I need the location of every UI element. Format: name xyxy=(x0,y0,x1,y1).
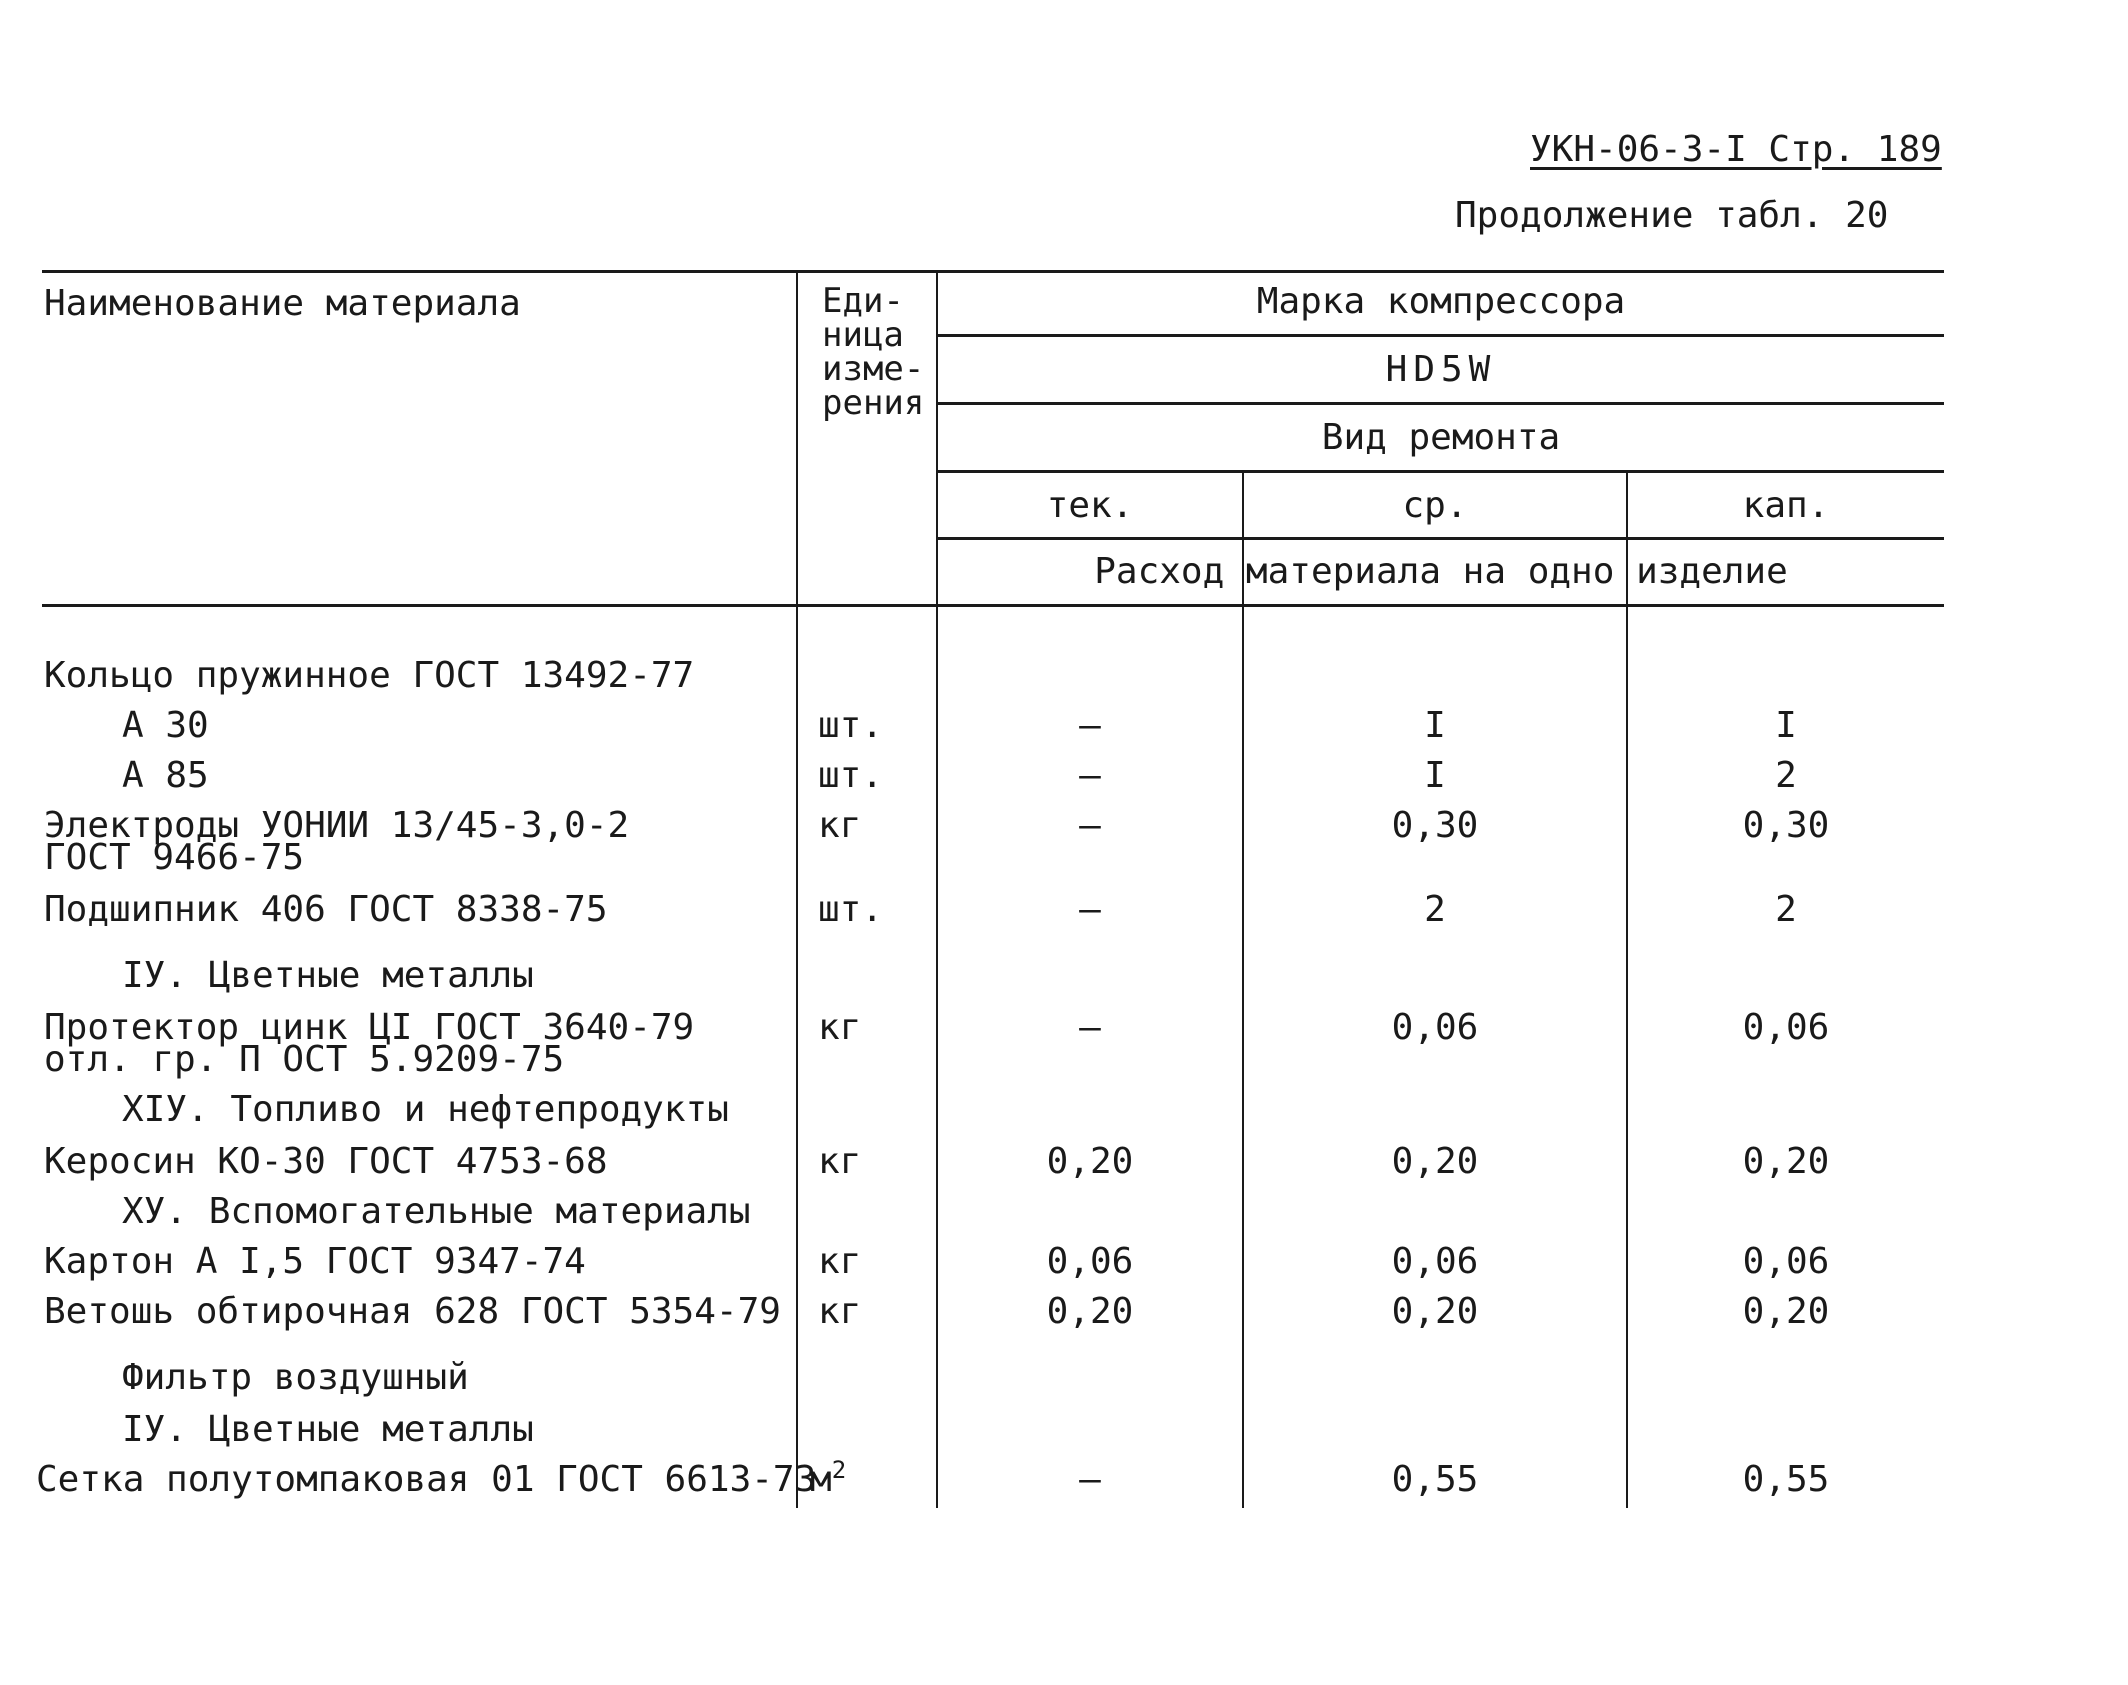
row-name: Электроды УОНИИ 13/45-3,0-2 xyxy=(44,805,630,846)
column-header-material-name: Наименование материала xyxy=(44,283,521,324)
row-unit: шт. xyxy=(818,705,884,746)
column-divider-name xyxy=(796,270,798,1508)
row-value-tek: – xyxy=(1079,1007,1101,1048)
repair-type-tek: тек. xyxy=(1046,485,1134,526)
repair-type-sr: ср. xyxy=(1402,485,1468,526)
row-value-tek: – xyxy=(1079,755,1101,796)
row-value-tek: – xyxy=(1079,1459,1101,1500)
unit-exponent: 2 xyxy=(831,1456,847,1484)
table-continuation-caption: Продолжение табл. 20 xyxy=(1455,195,1889,236)
row-unit: кг xyxy=(818,805,862,846)
column-divider-tek xyxy=(1242,470,1244,1508)
row-name-continuation: отл. гр. П ОСТ 5.9209-75 xyxy=(44,1039,565,1080)
subassembly-heading: Фильтр воздушный xyxy=(122,1357,469,1398)
unit-base: м xyxy=(810,1459,832,1500)
compressor-model: HD5W xyxy=(1385,349,1497,390)
row-value-sr: 2 xyxy=(1424,889,1446,930)
row-name-continuation: ГОСТ 9466-75 xyxy=(44,837,305,878)
repair-type-header: Вид ремонта xyxy=(1321,417,1561,458)
row-unit: кг xyxy=(818,1007,862,1048)
row-value-kap: 2 xyxy=(1775,755,1797,796)
column-header-unit-4: рения xyxy=(822,383,925,423)
row-value-tek: 0,06 xyxy=(1046,1241,1134,1282)
header-rule-model xyxy=(938,402,1944,405)
row-value-sr: I xyxy=(1424,755,1446,796)
column-header-unit-1: Еди- xyxy=(822,281,904,321)
row-value-tek: – xyxy=(1079,705,1101,746)
row-name: Подшипник 406 ГОСТ 8338-75 xyxy=(44,889,608,930)
row-value-sr: 0,20 xyxy=(1391,1141,1479,1182)
consumption-header: Расход материала на одно изделие xyxy=(1094,551,1788,592)
row-name: Картон А I,5 ГОСТ 9347-74 xyxy=(44,1241,586,1282)
row-ring-spring-title: Кольцо пружинное ГОСТ 13492-77 xyxy=(44,655,695,696)
column-header-unit-2: ница xyxy=(822,315,904,355)
row-value-tek: – xyxy=(1079,805,1101,846)
row-unit: шт. xyxy=(818,755,884,796)
row-value-tek: 0,20 xyxy=(1046,1141,1134,1182)
row-value-kap: 2 xyxy=(1775,889,1797,930)
row-unit: кг xyxy=(818,1291,862,1332)
row-value-tek: 0,20 xyxy=(1046,1291,1134,1332)
row-name: Протектор цинк ЦI ГОСТ 3640-79 xyxy=(44,1007,695,1048)
row-unit: шт. xyxy=(818,889,884,930)
row-name: Сетка полутомпаковая 01 ГОСТ 6613-73 xyxy=(36,1459,817,1500)
row-value-kap: 0,20 xyxy=(1742,1291,1830,1332)
section-heading: IУ. Цветные металлы xyxy=(122,955,534,996)
section-heading: ХУ. Вспомогательные материалы xyxy=(122,1191,751,1232)
row-unit xyxy=(810,1456,847,1500)
table-header-bottom-rule xyxy=(42,604,1944,607)
row-value-kap: 0,30 xyxy=(1742,805,1830,846)
compressor-brand-header: Марка компрессора xyxy=(1256,281,1626,322)
row-value-tek: – xyxy=(1079,889,1101,930)
row-value-kap: 0,06 xyxy=(1742,1241,1830,1282)
table-top-rule xyxy=(42,270,1944,273)
row-name: А 30 xyxy=(122,705,209,746)
section-heading: XIУ. Топливо и нефтепродукты xyxy=(122,1089,729,1130)
repair-type-kap: кап. xyxy=(1742,485,1830,526)
row-value-kap: 0,55 xyxy=(1742,1459,1830,1500)
header-rule-brand xyxy=(938,334,1944,337)
row-value-sr: 0,30 xyxy=(1391,805,1479,846)
row-value-sr: 0,20 xyxy=(1391,1291,1479,1332)
row-value-kap: 0,06 xyxy=(1742,1007,1830,1048)
section-heading: IУ. Цветные металлы xyxy=(122,1409,534,1450)
row-value-kap: 0,20 xyxy=(1742,1141,1830,1182)
row-value-sr: I xyxy=(1424,705,1446,746)
row-name: Ветошь обтирочная 628 ГОСТ 5354-79 xyxy=(44,1291,781,1332)
row-name: А 85 xyxy=(122,755,209,796)
column-header-unit-3: изме- xyxy=(822,349,925,389)
document-reference: УКН-06-3-I Стр. 189 xyxy=(1530,129,1942,170)
header-rule-repair xyxy=(938,470,1944,473)
row-value-sr: 0,06 xyxy=(1391,1241,1479,1282)
row-name: Керосин КО-30 ГОСТ 4753-68 xyxy=(44,1141,608,1182)
header-rule-types xyxy=(938,537,1944,540)
row-value-sr: 0,06 xyxy=(1391,1007,1479,1048)
column-divider-sr xyxy=(1626,470,1628,1508)
row-unit: кг xyxy=(818,1141,862,1182)
row-value-kap: I xyxy=(1775,705,1797,746)
row-value-sr: 0,55 xyxy=(1391,1459,1479,1500)
row-unit: кг xyxy=(818,1241,862,1282)
